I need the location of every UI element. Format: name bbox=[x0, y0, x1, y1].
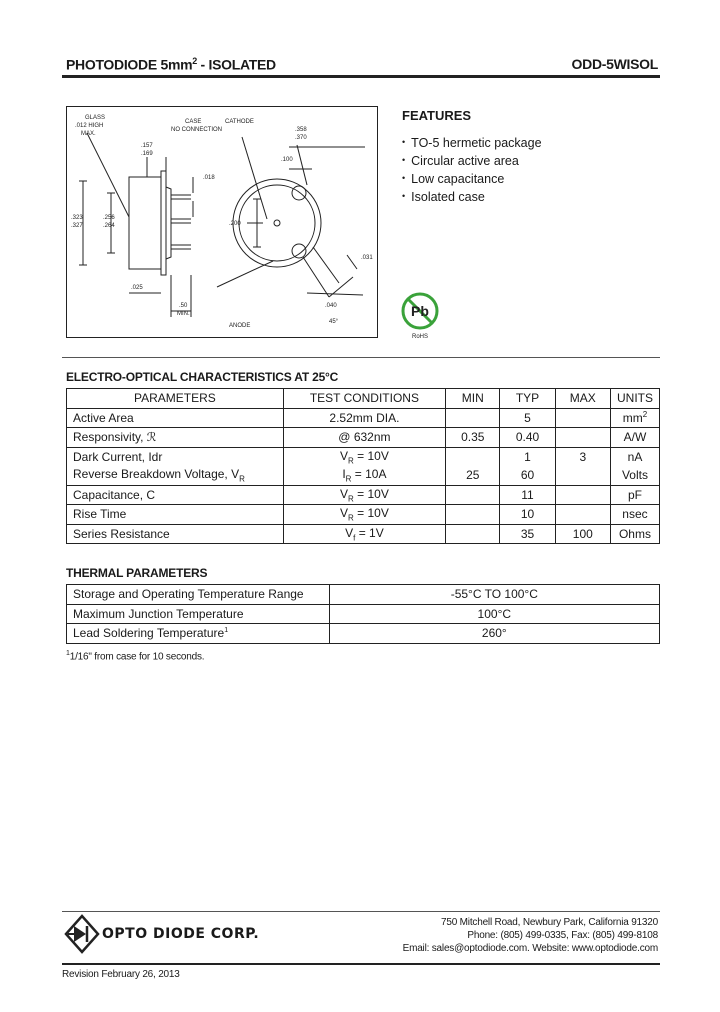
features-list bbox=[402, 133, 542, 205]
thermal-title: THERMAL PARAMETERS bbox=[66, 566, 208, 580]
label-glass: GLASS bbox=[85, 115, 106, 121]
footer-rule bbox=[62, 911, 660, 912]
thermal-table bbox=[66, 584, 660, 644]
table-row: Capacitance, C $V_R = 10V$ 11 pF bbox=[67, 485, 660, 505]
dim-157: .157 bbox=[141, 143, 153, 149]
list-item: • TO-5 hermetic package bbox=[402, 133, 542, 151]
dim-256: .256 bbox=[103, 215, 115, 221]
company-phone: Phone: (805) 499-0335, Fax: (805) 499-8108 bbox=[467, 930, 658, 941]
table-row: Rise Time $V_R = 10V$ 10 nsec bbox=[67, 505, 660, 525]
features-title: FEATURES bbox=[402, 108, 472, 123]
dim-323: .323 bbox=[71, 215, 83, 221]
pb-mark: Pb bbox=[411, 303, 429, 319]
document-title: PHOTODIODE $5mm^2$ - ISOLATED bbox=[66, 56, 276, 73]
footnote: $^1$1/16" from case for 10 seconds. bbox=[66, 650, 205, 663]
dim-50: .50 bbox=[179, 303, 188, 309]
pb-free-icon bbox=[400, 290, 440, 342]
table-row: Maximum Junction Temperature 100°C bbox=[67, 604, 660, 624]
list-item: • Isolated case bbox=[402, 187, 542, 205]
revision-date: Revision February 26, 2013 bbox=[62, 969, 180, 980]
header-min: MIN bbox=[446, 389, 500, 409]
label-no-connection: NO CONNECTION bbox=[171, 127, 222, 133]
table-row: Dark Current, Idr $V_R = 10V$ 1 3 nA bbox=[67, 447, 660, 466]
company-contact: Email: sales@optodiode.com. Website: www.optodiode.com bbox=[402, 943, 658, 954]
header-typ: TYP bbox=[500, 389, 555, 409]
dim-angle: 45° bbox=[329, 319, 339, 325]
dim-169: .169 bbox=[141, 151, 153, 157]
company-address: 750 Mitchell Road, Newbury Park, California 91320 bbox=[441, 917, 658, 928]
table-row: Storage and Operating Temperature Range -55°C TO 100°C bbox=[67, 585, 660, 605]
list-item: • Circular active area bbox=[402, 151, 542, 169]
header-parameters: PARAMETERS bbox=[67, 389, 284, 409]
table-row: Series Resistance $V_f = 1V$ 35 100 Ohms bbox=[67, 524, 660, 544]
dim-370: .370 bbox=[295, 135, 307, 141]
label-cathode: CATHODE bbox=[225, 119, 254, 125]
table-header-row bbox=[67, 389, 660, 409]
label-case: CASE bbox=[185, 119, 202, 125]
table-row: Responsivity, ℛ @ 632nm 0.35 0.40 A/W bbox=[67, 428, 660, 448]
package-outline-diagram bbox=[67, 107, 377, 337]
dim-025: .025 bbox=[131, 285, 143, 291]
header-rule bbox=[62, 75, 660, 78]
company-logo bbox=[64, 914, 100, 954]
label-glass-high: .012 HIGH bbox=[75, 123, 104, 129]
rohs-label: RoHS bbox=[411, 334, 429, 340]
diode-logo-icon bbox=[64, 914, 100, 954]
part-number: ODD-5WISOL bbox=[571, 56, 658, 72]
table-row: Active Area 2.52mm DIA. 5 $mm^2$ bbox=[67, 408, 660, 428]
list-item: • Low capacitance bbox=[402, 169, 542, 187]
company-name: OPTO DIODE CORP. bbox=[102, 926, 260, 942]
label-glass-max: MAX. bbox=[81, 131, 96, 137]
dim-018: .018 bbox=[203, 175, 215, 181]
header-test-conditions: TEST CONDITIONS bbox=[283, 389, 445, 409]
dim-031: .031 bbox=[361, 255, 373, 261]
dim-040: .040 bbox=[325, 303, 337, 309]
label-anode: ANODE bbox=[229, 323, 251, 329]
dim-min: MIN. bbox=[177, 311, 190, 317]
dim-264: .264 bbox=[103, 223, 115, 229]
header-max: MAX bbox=[555, 389, 610, 409]
dim-200: .200 bbox=[229, 221, 241, 227]
dim-327: .327 bbox=[71, 223, 83, 229]
mechanical-drawing bbox=[66, 106, 378, 338]
dim-100: .100 bbox=[281, 157, 293, 163]
section-rule bbox=[62, 357, 660, 358]
table-row: Lead Soldering Temperature$^1$ 260° bbox=[67, 624, 660, 644]
electro-optical-title: ELECTRO-OPTICAL CHARACTERISTICS AT 25°C bbox=[66, 370, 339, 384]
table-row: Reverse Breakdown Voltage, $V_R$ $I_R = 10A$ 25 60 Volts bbox=[67, 466, 660, 485]
electro-optical-table bbox=[66, 388, 660, 544]
dim-358: .358 bbox=[295, 127, 307, 133]
header-units: UNITS bbox=[610, 389, 659, 409]
bottom-rule bbox=[62, 963, 660, 965]
rohs-badge bbox=[400, 290, 440, 342]
